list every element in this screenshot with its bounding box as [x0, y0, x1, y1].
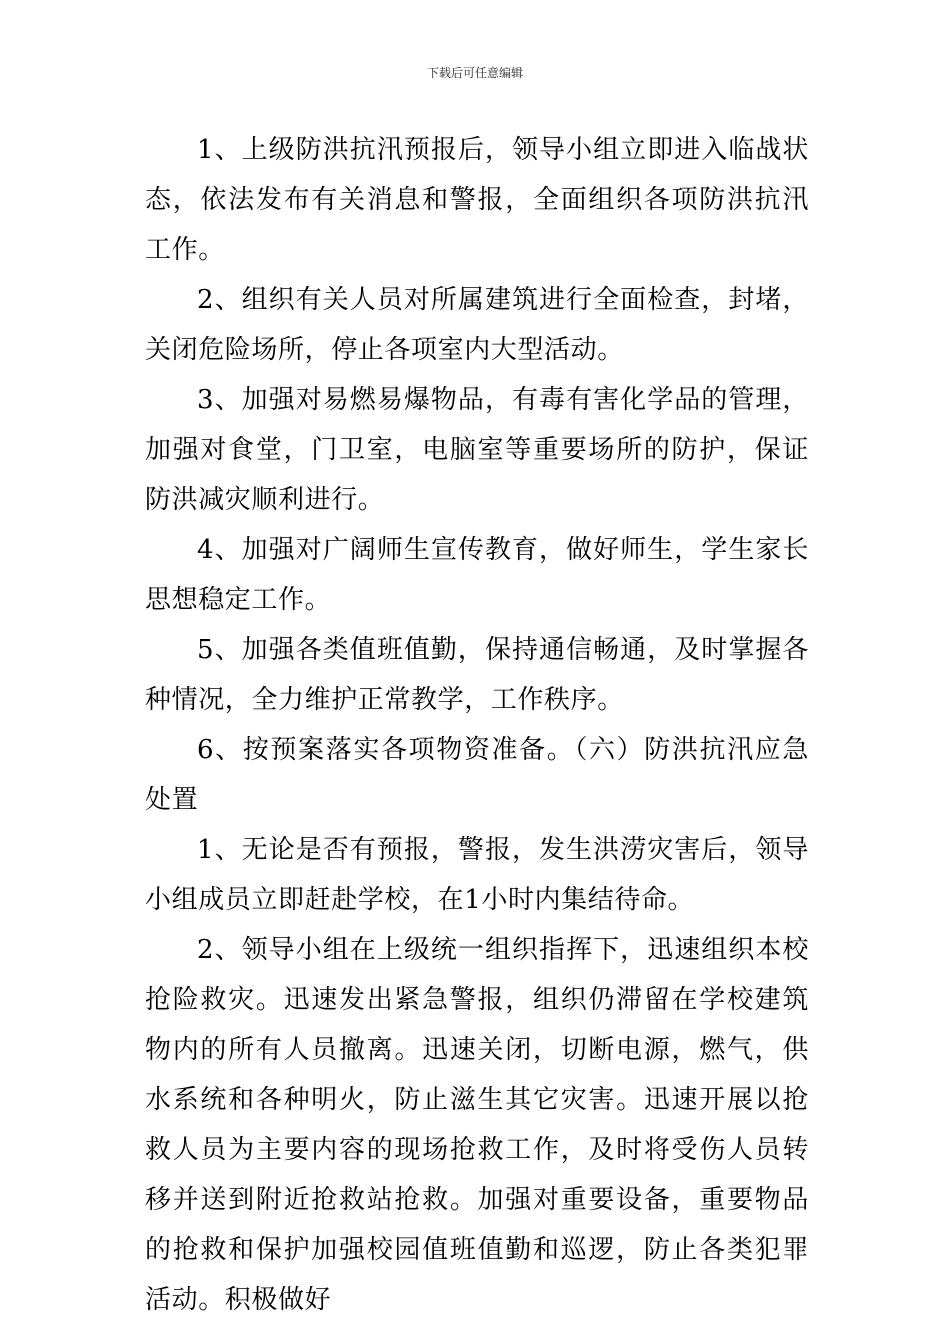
paragraph-6: 6、按预案落实各项物资准备。（六）防洪抗汛应急处置 [145, 735, 809, 815]
paragraph-5: 5、加强各类值班值勤，保持通信畅通，及时掌握各种情况，全力维护正常教学，工作秩序。 [145, 635, 809, 715]
paragraph-3: 3、加强对易燃易爆物品，有毒有害化学品的管理，加强对食堂，门卫室，电脑室等重要场所的防护，保证防洪减灾顺利进行。 [145, 385, 809, 515]
document-body [145, 125, 809, 1325]
page-header: 下载后可任意编辑 [426, 66, 523, 80]
paragraph-8: 2、领导小组在上级统一组织指挥下，迅速组织本校抢险救灾。迅速发出紧急警报，组织仍滞留在学校建筑物内的所有人员撤离。迅速关闭，切断电源，燃气，供水系统和各种明火，防止滋生其它灾害。迅速开展以抢救人员为主要内容的现场抢救工作，及时将受伤人员转移并送到附近抢救站抢救。加强对重要设备，重要物品的抢救和保护加强校园值班值勤和巡逻，防止各类犯罪活动。积极做好 [145, 935, 809, 1315]
paragraph-1: 1、上级防洪抗汛预报后，领导小组立即进入临战状态，依法发布有关消息和警报，全面组织各项防洪抗汛工作。 [145, 135, 809, 265]
paragraph-7: 1、无论是否有预报，警报，发生洪涝灾害后，领导小组成员立即赶赴学校，在1小时内集结待命。 [145, 835, 809, 915]
paragraph-4: 4、加强对广阔师生宣传教育，做好师生，学生家长思想稳定工作。 [145, 535, 809, 615]
paragraph-2: 2、组织有关人员对所属建筑进行全面检查，封堵，关闭危险场所，停止各项室内大型活动。 [145, 285, 809, 365]
